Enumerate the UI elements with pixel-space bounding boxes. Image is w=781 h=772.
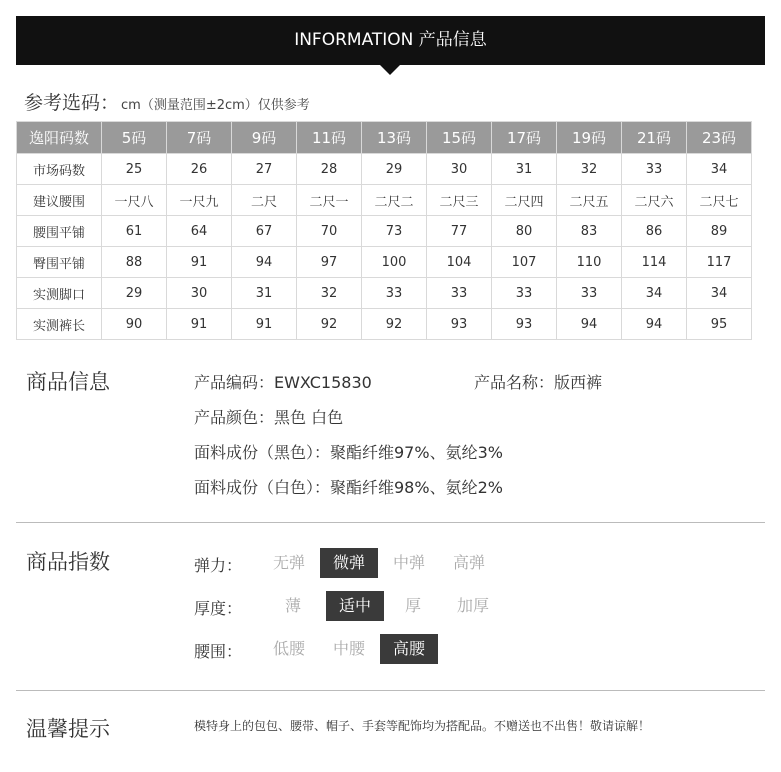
size-row-label: 建议腰围	[17, 185, 102, 216]
waist-option: 中腰	[332, 639, 365, 658]
size-cell: 114	[622, 247, 687, 278]
size-cell: 30	[427, 154, 492, 185]
size-cell: 27	[232, 154, 297, 185]
elasticity-option: 中弹	[392, 553, 425, 572]
table-row	[17, 185, 752, 216]
size-cell: 二尺七	[687, 185, 752, 216]
size-table	[16, 121, 752, 340]
elasticity-option: 无弹	[272, 553, 305, 572]
size-cell: 二尺一	[297, 185, 362, 216]
info-banner	[16, 16, 765, 65]
size-cell: 二尺三	[427, 185, 492, 216]
size-cell: 二尺	[232, 185, 297, 216]
table-row	[17, 154, 752, 185]
elasticity-label: 弹力：	[194, 556, 243, 575]
size-note: cm（测量范围±2cm）仅供参考	[121, 98, 310, 113]
size-cell: 33	[557, 278, 622, 309]
size-cell: 34	[687, 154, 752, 185]
size-column-header: 13码	[362, 122, 427, 154]
size-cell: 32	[557, 154, 622, 185]
size-cell: 29	[362, 154, 427, 185]
size-heading	[24, 88, 310, 115]
size-cell: 104	[427, 247, 492, 278]
size-column-header: 15码	[427, 122, 492, 154]
product-name: 产品名称：版西裤	[474, 373, 603, 392]
size-cell: 86	[622, 216, 687, 247]
product-code: 产品编码：EWXC15830	[194, 373, 372, 392]
size-cell: 二尺二	[362, 185, 427, 216]
waist-label: 腰围：	[194, 642, 243, 661]
fabric-black: 面料成份（黑色）：聚酯纤维97%、氨纶3%	[194, 443, 503, 462]
size-cell: 33	[492, 278, 557, 309]
size-table-corner-header: 逸阳码数	[17, 122, 102, 154]
thickness-option: 厚	[404, 596, 421, 615]
size-cell: 97	[297, 247, 362, 278]
size-row-label: 臀围平铺	[17, 247, 102, 278]
size-cell: 73	[362, 216, 427, 247]
size-cell: 31	[492, 154, 557, 185]
size-cell: 28	[297, 154, 362, 185]
size-cell: 93	[427, 309, 492, 340]
size-column-header: 5码	[102, 122, 167, 154]
size-row-label: 市场码数	[17, 154, 102, 185]
size-cell: 110	[557, 247, 622, 278]
size-cell: 90	[102, 309, 167, 340]
size-column-header: 19码	[557, 122, 622, 154]
size-cell: 91	[167, 309, 232, 340]
size-row-label: 实测脚口	[17, 278, 102, 309]
waist-option: 低腰	[272, 639, 305, 658]
fabric-white: 面料成份（白色）：聚酯纤维98%、氨纶2%	[194, 478, 503, 497]
tips-title: 温馨提示	[26, 717, 110, 741]
product-index-title: 商品指数	[26, 550, 110, 574]
table-row	[17, 278, 752, 309]
size-cell: 29	[102, 278, 167, 309]
size-cell: 92	[297, 309, 362, 340]
size-cell: 64	[167, 216, 232, 247]
divider-2	[16, 690, 765, 691]
elasticity-option: 高弹	[452, 553, 485, 572]
size-cell: 31	[232, 278, 297, 309]
size-cell: 93	[492, 309, 557, 340]
size-cell: 25	[102, 154, 167, 185]
size-cell: 33	[427, 278, 492, 309]
size-cell: 67	[232, 216, 297, 247]
size-cell: 95	[687, 309, 752, 340]
size-column-header: 21码	[622, 122, 687, 154]
table-row	[17, 309, 752, 340]
size-cell: 26	[167, 154, 232, 185]
size-heading-label: 参考选码：	[24, 92, 120, 114]
size-column-header: 11码	[297, 122, 362, 154]
size-cell: 100	[362, 247, 427, 278]
size-cell: 91	[167, 247, 232, 278]
size-column-header: 17码	[492, 122, 557, 154]
size-cell: 一尺八	[102, 185, 167, 216]
size-cell: 70	[297, 216, 362, 247]
size-cell: 34	[687, 278, 752, 309]
size-cell: 94	[622, 309, 687, 340]
table-row	[17, 247, 752, 278]
size-column-header: 23码	[687, 122, 752, 154]
size-cell: 二尺五	[557, 185, 622, 216]
product-colors: 产品颜色：黑色 白色	[194, 408, 344, 427]
table-row	[17, 216, 752, 247]
thickness-option: 加厚	[456, 596, 489, 615]
size-cell: 88	[102, 247, 167, 278]
banner-title: INFORMATION 产品信息	[294, 30, 487, 50]
size-cell: 32	[297, 278, 362, 309]
product-info-title: 商品信息	[26, 370, 110, 394]
size-row-label: 腰围平铺	[17, 216, 102, 247]
size-column-header: 9码	[232, 122, 297, 154]
size-cell: 117	[687, 247, 752, 278]
size-cell: 94	[557, 309, 622, 340]
size-row-label: 实测裤长	[17, 309, 102, 340]
elasticity-option: 微弹	[320, 548, 378, 578]
size-cell: 83	[557, 216, 622, 247]
thickness-label: 厚度：	[194, 599, 243, 618]
waist-option: 高腰	[380, 634, 438, 664]
size-cell: 30	[167, 278, 232, 309]
thickness-option: 适中	[326, 591, 384, 621]
size-cell: 一尺九	[167, 185, 232, 216]
size-cell: 91	[232, 309, 297, 340]
thickness-option: 薄	[284, 596, 301, 615]
size-table-header	[17, 122, 752, 154]
size-cell: 33	[362, 278, 427, 309]
size-cell: 34	[622, 278, 687, 309]
size-cell: 92	[362, 309, 427, 340]
size-cell: 80	[492, 216, 557, 247]
size-cell: 77	[427, 216, 492, 247]
size-cell: 二尺四	[492, 185, 557, 216]
tips-text: 模特身上的包包、腰带、帽子、手套等配饰均为搭配品。不赠送也不出售！敬请谅解！	[194, 719, 651, 733]
size-cell: 107	[492, 247, 557, 278]
divider-1	[16, 522, 765, 523]
size-cell: 94	[232, 247, 297, 278]
size-cell: 二尺六	[622, 185, 687, 216]
size-column-header: 7码	[167, 122, 232, 154]
size-cell: 89	[687, 216, 752, 247]
banner-notch	[380, 65, 400, 75]
size-cell: 33	[622, 154, 687, 185]
size-cell: 61	[102, 216, 167, 247]
